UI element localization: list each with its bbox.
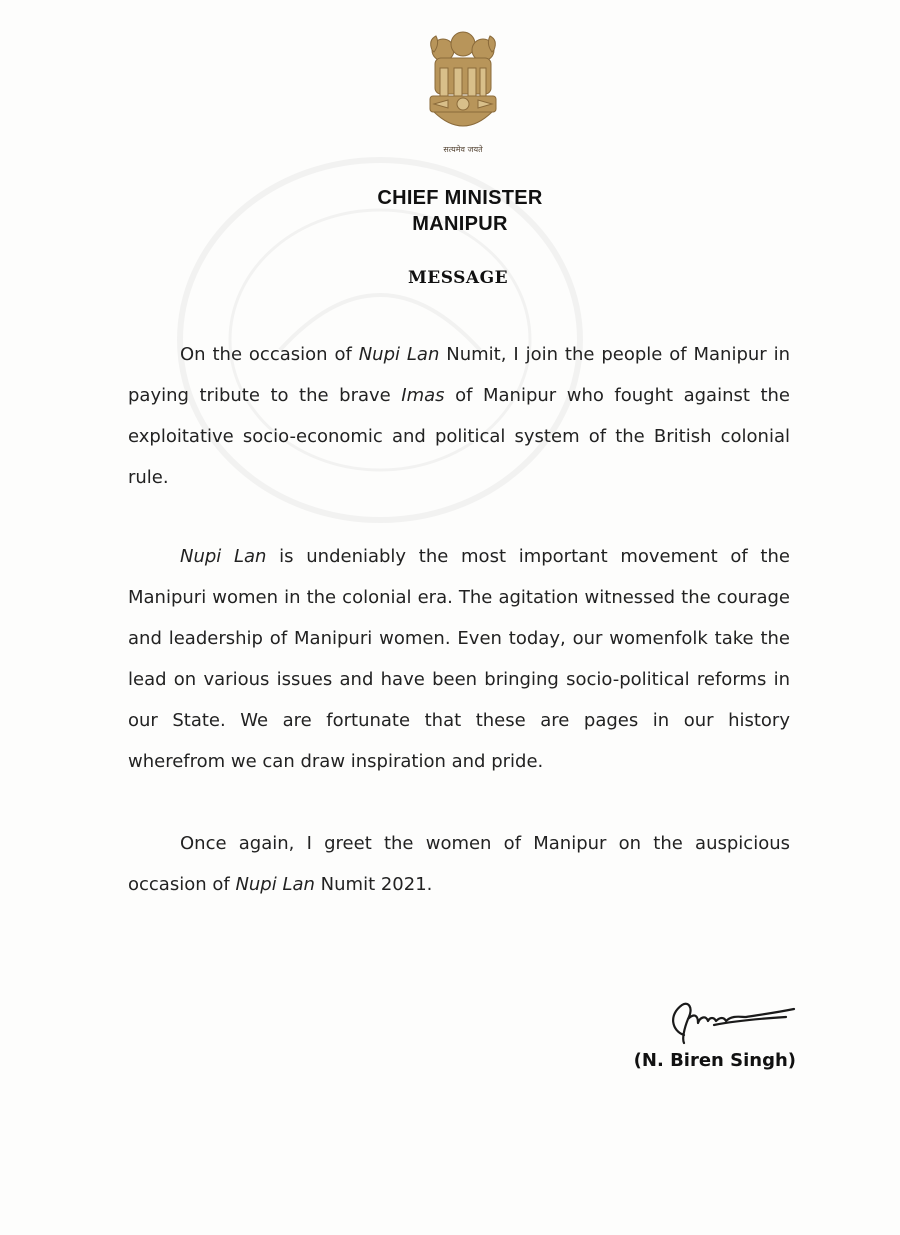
paragraph-1-italic-a: Nupi Lan — [358, 344, 440, 365]
paragraph-2-text-a: is undeniably the most important movement of the Manipuri women in the colonial era. The agitation witnessed the courage and leadership of Manipuri women. Even today, our womenfolk take the lead on various issues and have been bringing socio-political reforms in our State. We are fortunate that these are pages in our history wherefrom we can draw inspiration and pride. — [128, 546, 790, 772]
paragraph-3 — [128, 823, 790, 905]
message-heading: MESSAGE — [407, 268, 509, 288]
state-title: MANIPUR — [412, 213, 508, 235]
paragraph-1-text-c: of Manipur who fought against the exploitative socio-economic and political system of the British colonial rule. — [128, 385, 791, 488]
state-emblem-icon — [418, 28, 508, 156]
paragraph-3-text-a: Once again, I greet the women of Manipur on the auspicious occasion of — [128, 833, 790, 895]
paragraph-1-italic-b: Imas — [401, 385, 445, 406]
paragraph-1-text-a: On the occasion of — [180, 344, 359, 365]
paragraph-1-text-b: Numit, I join the people of Manipur in paying tribute to the brave — [128, 344, 790, 406]
emblem-caption: सत्यमेव जयते — [443, 145, 483, 154]
paragraph-2 — [128, 536, 790, 782]
paragraph-2-italic-a: Nupi Lan — [180, 546, 267, 567]
paragraph-1 — [128, 334, 790, 498]
paragraph-3-text-b: Numit 2021. — [314, 874, 433, 895]
signatory-name: (N. Biren Singh) — [633, 1050, 796, 1071]
paragraph-3-italic-a: Nupi Lan — [235, 874, 315, 895]
office-title: CHIEF MINISTER — [377, 187, 543, 209]
handwritten-signature-icon — [654, 995, 799, 1047]
